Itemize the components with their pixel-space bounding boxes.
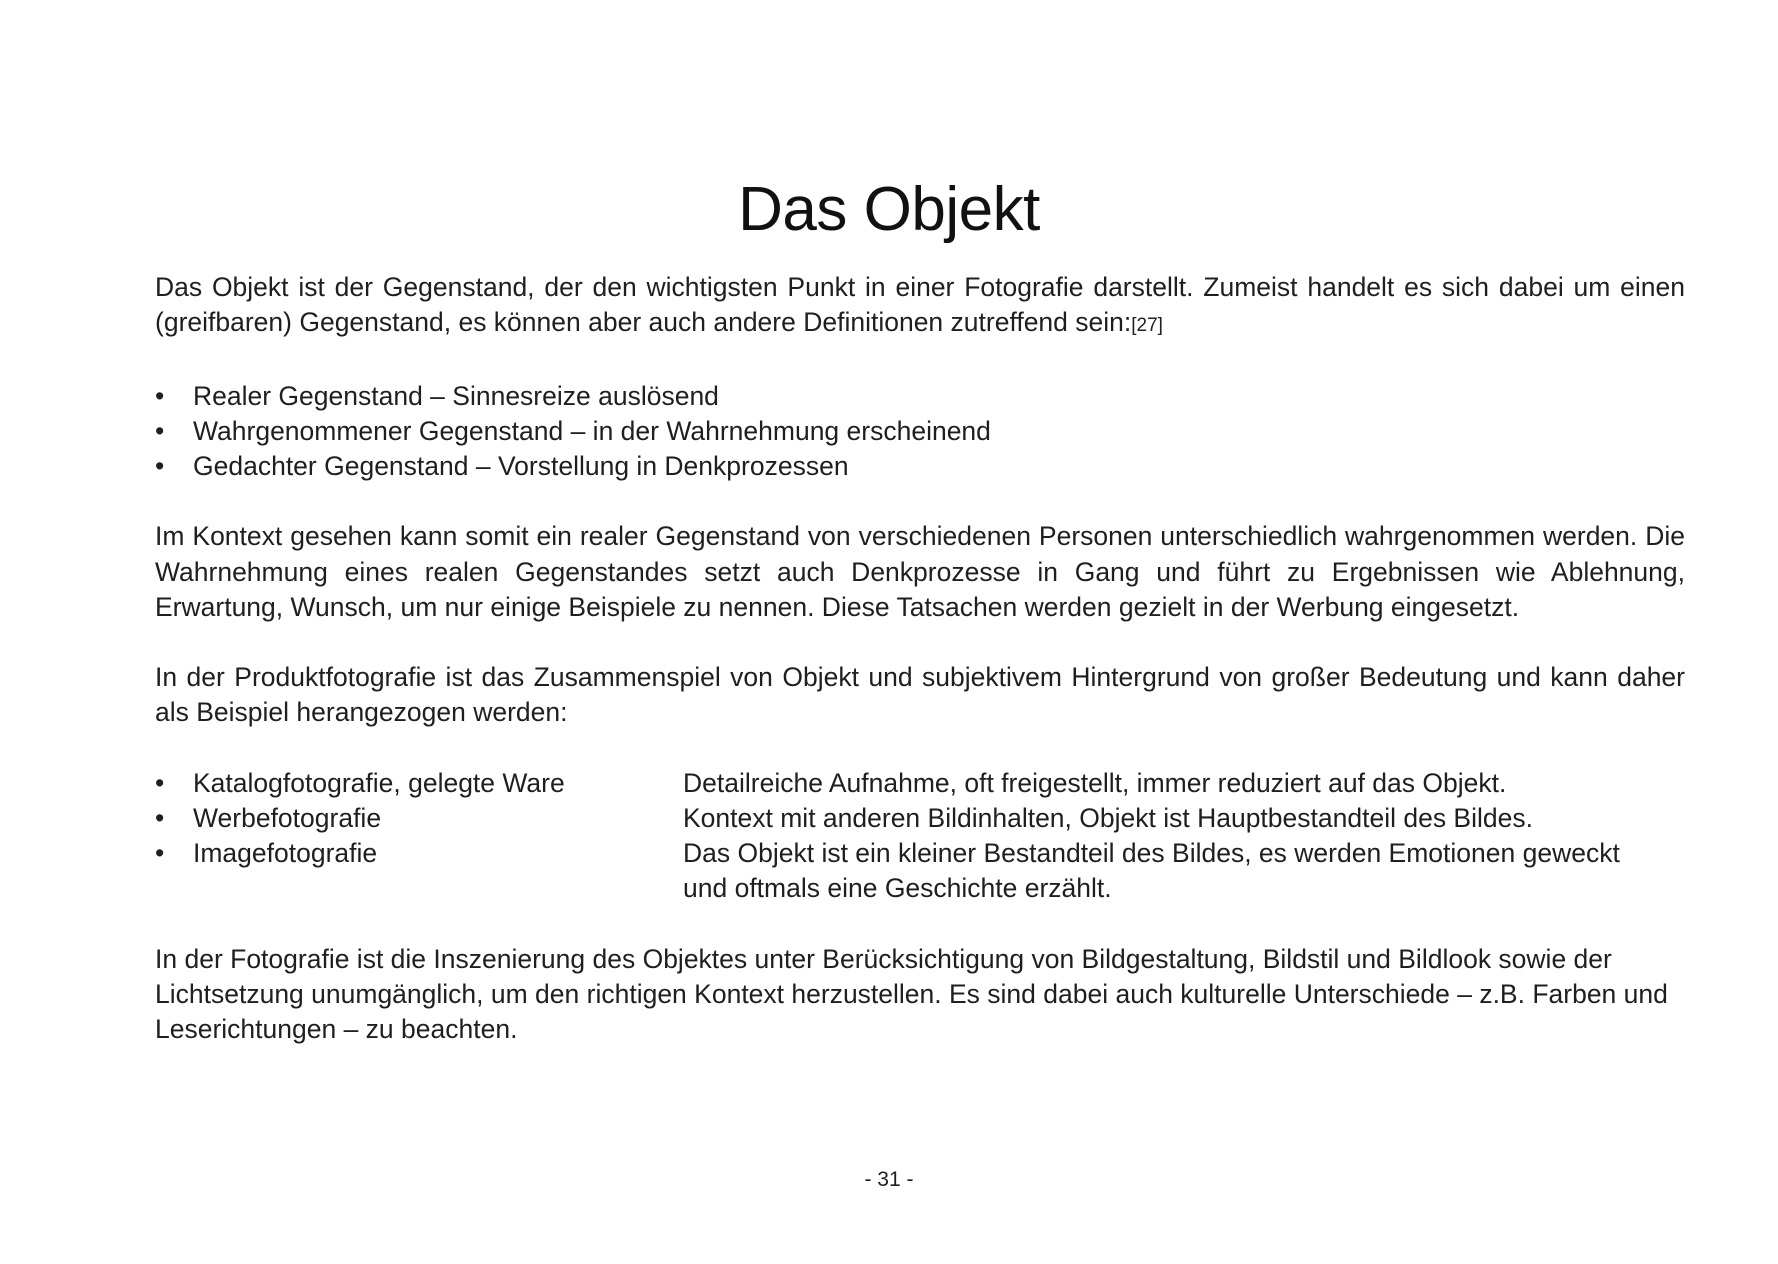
- photo-type-term-text: Werbefotografie: [193, 802, 382, 833]
- bullet-icon: •: [155, 767, 165, 798]
- page-number: - 31 -: [864, 1168, 914, 1191]
- page-content: [155, 270, 1685, 1083]
- footnote-reference: [27]: [1131, 315, 1163, 337]
- list-item-text: Wahrgenommener Gegenstand – in der Wahrnehmung erscheinend: [193, 415, 991, 446]
- list-item: [155, 801, 1685, 836]
- photo-type-description: Das Objekt ist ein kleiner Bestandteil des Bildes, es werden Emotionen geweckt und oftmals eine Geschichte erzählt.: [683, 838, 1620, 904]
- bullet-icon: •: [155, 415, 165, 446]
- list-item-text: Gedachter Gegenstand – Vorstellung in Denkprozessen: [193, 451, 849, 481]
- list-item-text: Realer Gegenstand – Sinnesreize auslösend: [193, 380, 719, 411]
- product-paragraph: In der Produktfotografie ist das Zusammenspiel von Objekt und subjektivem Hintergrund von großer Bedeutung und kann daher als Beispiel herangezogen werden:: [155, 662, 1685, 728]
- bullet-icon: •: [155, 802, 165, 833]
- photo-type-term: [155, 836, 683, 906]
- intro-paragraph: [155, 270, 1685, 343]
- list-item: [155, 379, 1685, 414]
- context-paragraph: Im Kontext gesehen kann somit ein realer Gegenstand von verschiedenen Personen unterschiedlich wahrgenommen werden. Die Wahrnehmung eines realen Gegenstandes setzt auch Denkprozesse in Gang und führt zu Ergebnissen wie Ablehnung, Erwartung, Wunsch, um nur einige Beispiele zu nennen. Diese Tatsachen werden gezielt in der Werbung eingesetzt.: [155, 521, 1685, 622]
- photo-type-description: Kontext mit anderen Bildinhalten, Objekt ist Hauptbestandteil des Bildes.: [683, 802, 1533, 833]
- list-item: [155, 836, 1685, 906]
- list-item: [155, 414, 1685, 449]
- list-item: [155, 766, 1685, 801]
- list-item: [155, 449, 1685, 484]
- bullet-icon: •: [155, 380, 165, 411]
- definition-list: [155, 379, 1685, 485]
- page-title: Das Objekt: [738, 175, 1040, 244]
- intro-text: Das Objekt ist der Gegenstand, der den wichtigsten Punkt in einer Fotografie darstellt. Zumeist handelt es sich dabei um einen (greifbaren) Gegenstand, es können aber auch andere Definitionen zutreffend sein:: [155, 272, 1685, 338]
- photo-type-term: [155, 801, 683, 836]
- photo-type-description: Detailreiche Aufnahme, oft freigestellt, immer reduziert auf das Objekt.: [683, 767, 1507, 798]
- photo-type-term: [155, 766, 683, 801]
- bullet-icon: •: [155, 838, 165, 869]
- conclusion-paragraph: In der Fotografie ist die Inszenierung des Objektes unter Berücksichtigung von Bildgestaltung, Bildstil und Bildlook sowie der Lichtsetzung unumgänglich, um den richtigen Kontext herzustellen. Es sind dabei auch kulturelle Unterschiede – z.B. Farben und Leserichtungen – zu beachten.: [155, 943, 1668, 1045]
- photo-type-term-text: Katalogfotografie, gelegte Ware: [193, 767, 565, 798]
- bullet-icon: •: [155, 451, 165, 481]
- photo-types-list: [155, 766, 1685, 907]
- photo-type-term-text: Imagefotografie: [193, 838, 378, 869]
